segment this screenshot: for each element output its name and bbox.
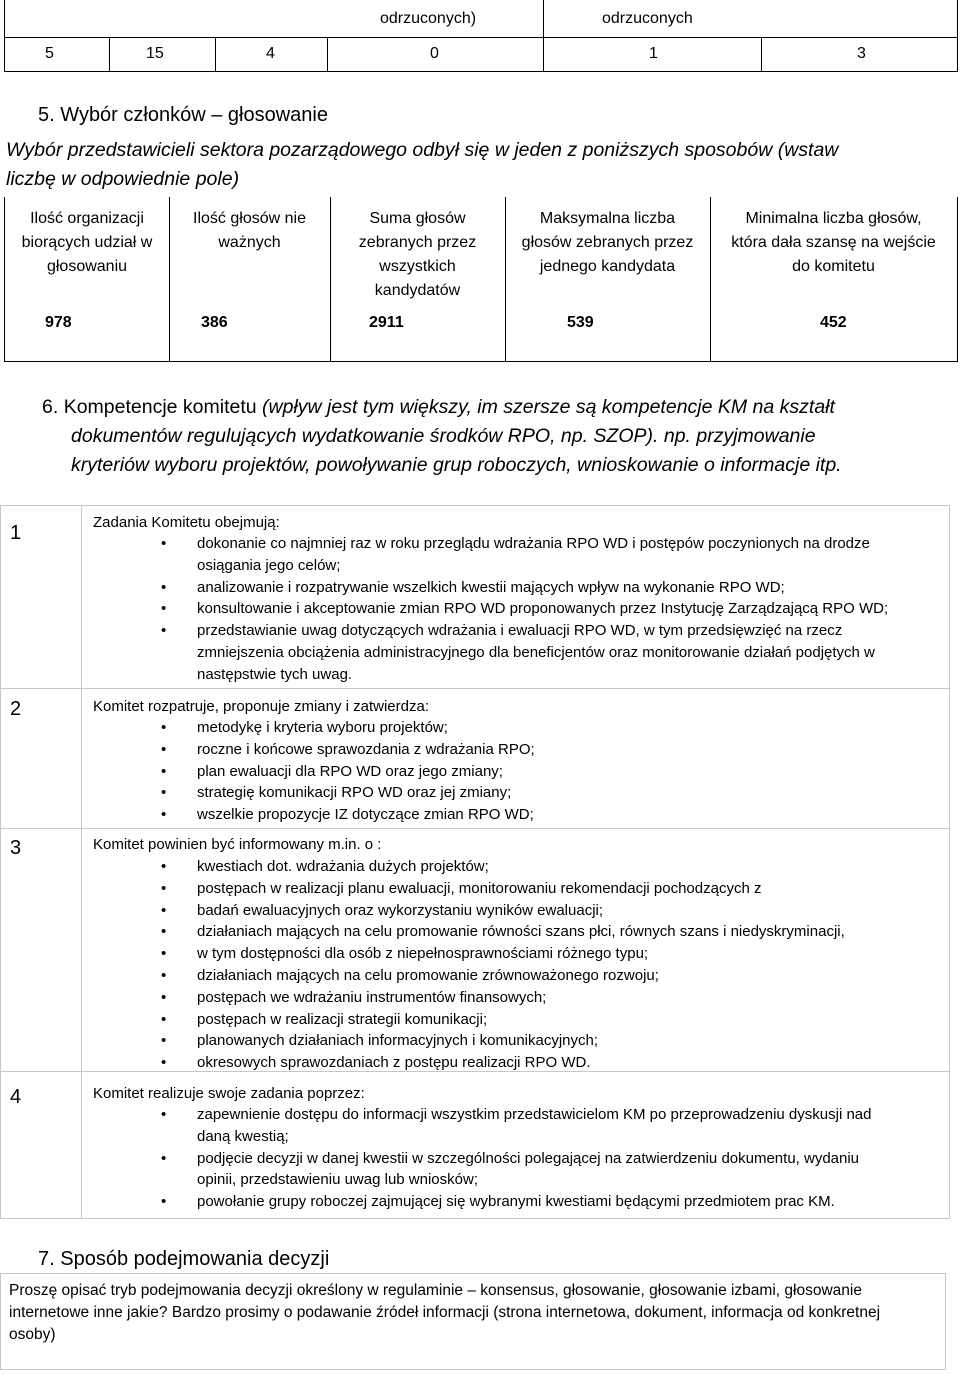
bullet-dot: •: [161, 806, 167, 824]
list-item-text: podjęcie decyzji w danej kwestii w szczególności polegającej na zatwierdzeniu dokumentu, wydaniu: [197, 1149, 860, 1167]
table-cell: odrzuconych): [380, 10, 477, 27]
header-min-votes: [710, 207, 957, 279]
section-6-line-2: dokumentów regulujących wydatkowanie środków RPO, np. SZOP). np. przyjmowanie: [71, 425, 816, 447]
header-line: Ilość głosów nie: [193, 210, 306, 227]
list-item-text: następstwie tych uwag.: [197, 665, 353, 683]
list-item-text: osiągania jego celów;: [197, 556, 341, 574]
list-item-text: działaniach mających na celu promowanie równości szans płci, równych szans i niedyskryminacji,: [197, 923, 845, 941]
bullet-dot: •: [161, 578, 167, 596]
row-heading: Komitet powinien być informowany m.in. o :: [93, 836, 382, 853]
bullet-dot: •: [161, 1149, 167, 1167]
table-cell: 3: [857, 45, 866, 62]
header-invalid-votes: [169, 207, 330, 255]
section-5-intro: Wybór przedstawicieli sektora pozarządowego odbył się w jeden z poniższych sposobów (wstaw: [6, 139, 839, 161]
list-item-text: postępach w realizacji planu ewaluacji, monitorowaniu rekomendacji pochodzących z: [197, 879, 762, 897]
list-item-text: w tym dostępności dla osób z niepełnosprawnościami różnego typu;: [197, 945, 649, 963]
bullet-dot: •: [161, 901, 167, 919]
list-item-text: zmniejszenia obciążenia administracyjnego dla beneficjentów oraz monitorowanie działań podjętych w: [197, 644, 875, 661]
value-min-votes: 452: [820, 314, 847, 331]
bullet-dot: •: [161, 858, 167, 875]
table-cell: 4: [266, 45, 275, 62]
list-item-text: zapewnienie dostępu do informacji wszystkim przedstawicielom KM po przeprowadzeniu dyskusji nad: [197, 1106, 872, 1123]
table-cell: 5: [45, 45, 54, 62]
section-5-title: 5. Wybór członków – głosowanie: [38, 104, 328, 126]
header-total-votes: [330, 207, 505, 303]
header-line: do komitetu: [792, 258, 875, 275]
header-line: głosów zebranych przez: [521, 234, 694, 251]
bullet-dot: •: [161, 784, 167, 802]
bullet-dot: •: [161, 967, 167, 984]
header-line: jednego kandydata: [539, 258, 676, 275]
list-item-text: przedstawianie uwag dotyczących wdrażania i ewaluacji RPO WD, w tym przedsięwzięć na rzecz: [197, 622, 843, 640]
table-row-divider: [1, 688, 949, 689]
section-6-heading: Kompetencje komitetu: [63, 396, 257, 418]
table-cell: 0: [430, 45, 439, 62]
bullet-dot: •: [161, 1193, 167, 1211]
section-7-title: 7. Sposób podejmowania decyzji: [38, 1248, 330, 1270]
table-col-divider: [327, 37, 328, 71]
section-7-answer-box: [0, 1273, 946, 1370]
row-heading: Zadania Komitetu obejmują:: [93, 514, 280, 531]
list-item-text: badań ewaluacyjnych oraz wykorzystaniu wyników ewaluacji;: [197, 901, 604, 919]
row-number: 4: [10, 1086, 22, 1108]
list-item-text: okresowych sprawozdaniach z postępu realizacji RPO WD.: [197, 1054, 591, 1072]
bullet-dot: •: [161, 1010, 167, 1028]
list-item-text: metodykę i kryteria wyboru projektów;: [197, 719, 448, 736]
bullet-dot: •: [161, 740, 167, 758]
table-cell: 15: [146, 45, 164, 62]
list-item-text: postępach w realizacji strategii komunikacji;: [197, 1010, 488, 1028]
bullet-dot: •: [161, 762, 167, 780]
table-col-divider: [543, 0, 544, 71]
row-number: 2: [10, 698, 22, 720]
bullet-dot: •: [161, 1106, 167, 1123]
header-line: wszystkich: [379, 258, 456, 275]
table-cell: 1: [649, 45, 658, 62]
table-col-divider: [109, 37, 110, 71]
list-item-text: strategię komunikacji RPO WD oraz jej zmiany;: [197, 784, 512, 802]
section-5-intro-cont: liczbę w odpowiednie pole): [6, 168, 240, 190]
value-total-votes: 2911: [369, 314, 404, 331]
voting-table: [4, 197, 958, 362]
top-table-fragment: [4, 0, 958, 72]
section-7-line: internetowe inne jakie? Bardzo prosimy o podawanie źródeł informacji (strona internetowa, dokument, informacja od konkretnej: [9, 1304, 881, 1321]
section-number: 6.: [42, 396, 59, 418]
section-7-line: Proszę opisać tryb podejmowania decyzji określony w regulaminie – konsensus, głosowanie, głosowanie izbami, głosowanie: [9, 1282, 862, 1299]
list-item-text: analizowanie i rozpatrywanie wszelkich kwestii mających wpływ na wykonanie RPO WD;: [197, 578, 785, 596]
table-col-divider: [215, 37, 216, 71]
header-line: Minimalna liczba głosów,: [745, 210, 922, 227]
value-max-votes: 539: [567, 314, 594, 331]
header-line: głosowaniu: [46, 258, 128, 275]
list-item-text: dokonanie co najmniej raz w roku przeglądu wdrażania RPO WD i postępów poczynionych na drodze: [197, 535, 870, 552]
header-max-votes: [505, 207, 710, 279]
header-line: biorących udział w: [21, 234, 153, 251]
header-line: Maksymalna liczba: [539, 210, 676, 227]
list-item-text: daną kwestią;: [197, 1127, 289, 1145]
header-line: która dała szansę na wejście: [731, 234, 936, 251]
bullet-dot: •: [161, 923, 167, 941]
list-item-text: konsultowanie i akceptowanie zmian RPO WD proponowanych przez Instytucję Zarządzającą RPO WD;: [197, 600, 889, 618]
list-item-text: roczne i końcowe sprawozdania z wdrażania RPO;: [197, 740, 535, 758]
bullet-dot: •: [161, 988, 167, 1006]
bullet-dot: •: [161, 600, 167, 618]
bullet-dot: •: [161, 622, 167, 640]
list-item-text: powołanie grupy roboczej zajmującej się wybranymi kwestiami będącymi przedmiotem prac KM.: [197, 1193, 835, 1211]
section-6-italic: (wpływ jest tym większy, im szersze są kompetencje KM na kształt: [262, 396, 835, 418]
header-line: kandydatów: [374, 282, 461, 299]
competences-table: [0, 505, 950, 1219]
row-number: 3: [10, 837, 22, 859]
table-col-divider: [81, 506, 82, 1218]
list-item-text: wszelkie propozycje IZ dotyczące zmian RPO WD;: [197, 806, 534, 824]
list-item-text: plan ewaluacji dla RPO WD oraz jego zmiany;: [197, 762, 503, 780]
section-6-title: [42, 393, 942, 480]
header-line: Suma głosów: [369, 210, 466, 227]
row-number: 1: [10, 522, 22, 544]
row-heading: Komitet realizuje swoje zadania poprzez:: [93, 1085, 365, 1102]
bullet-dot: •: [161, 879, 167, 897]
header-line: zebranych przez: [358, 234, 477, 251]
section-6-line-3: kryteriów wyboru projektów, powoływanie grup roboczych, wnioskowanie o informacje itp.: [71, 454, 842, 476]
bullet-dot: •: [161, 1054, 167, 1072]
value-invalid-votes: 386: [201, 314, 228, 331]
bullet-dot: •: [161, 1032, 167, 1050]
bullet-dot: •: [161, 945, 167, 963]
list-item-text: kwestiach dot. wdrażania dużych projektów;: [197, 858, 489, 875]
row-heading: Komitet rozpatruje, proponuje zmiany i zatwierdza:: [93, 698, 429, 715]
section-6-line-1: [42, 393, 942, 422]
list-item-text: postępach we wdrażaniu instrumentów finansowych;: [197, 988, 547, 1006]
header-organizations: [5, 207, 169, 279]
header-line: ważnych: [218, 234, 281, 251]
list-item-text: planowanych działaniach informacyjnych i komunikacyjnych;: [197, 1032, 599, 1050]
bullet-dot: •: [161, 535, 167, 552]
list-item-text: opinii, przedstawieniu uwag lub wniosków;: [197, 1171, 478, 1189]
table-cell: odrzuconych: [602, 10, 693, 27]
section-7-line: osoby): [9, 1326, 56, 1343]
bullet-dot: •: [161, 719, 167, 736]
list-item-text: działaniach mających na celu promowanie zrównoważonego rozwoju;: [197, 967, 659, 984]
table-row-divider: [1, 828, 949, 829]
table-row-divider: [5, 37, 957, 38]
value-organizations: 978: [45, 314, 72, 331]
table-col-divider: [761, 37, 762, 71]
header-line: Ilość organizacji: [30, 210, 144, 227]
